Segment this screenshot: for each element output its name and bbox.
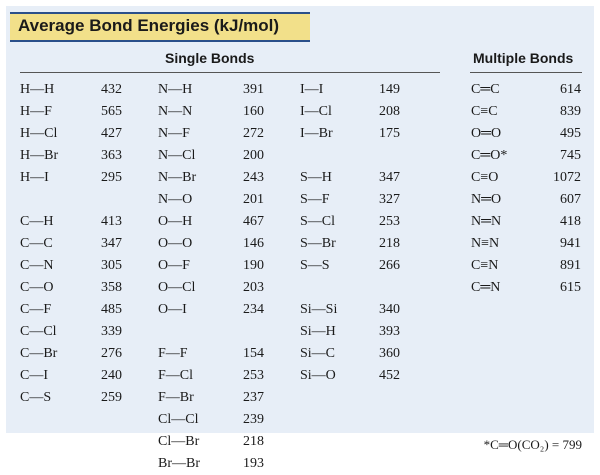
bond-energy-value: 276 [101,346,122,361]
bond-label: N—Cl [158,148,196,163]
bond-energy-value: 175 [379,126,400,141]
table-row [20,167,122,189]
bond-label: Si—H [300,324,336,339]
bond-label: F—F [158,346,188,361]
table-row [20,387,122,409]
bond-energy-value: 432 [101,82,122,97]
bond-label: O—Cl [158,280,196,295]
bond-energy-value: 467 [243,214,264,229]
table-row [471,277,581,299]
table-row [158,255,264,277]
table-row [20,321,122,343]
bond-energy-value: 363 [101,148,122,163]
table-row [300,123,400,145]
bond-energy-value: 272 [243,126,264,141]
bond-label: H—F [20,104,52,119]
single-bonds-heading: Single Bonds [165,50,255,66]
bond-energy-value: 190 [243,258,264,273]
table-row [20,211,122,233]
table-row [471,211,581,233]
bond-label: C═C [471,82,500,97]
bond-label: C—C [20,236,53,251]
bond-energy-value: 295 [101,170,122,185]
bond-energy-value: 146 [243,236,264,251]
table-row [471,167,581,189]
bond-energy-value: 427 [101,126,122,141]
bond-energy-value: 418 [560,214,581,229]
bond-label: C═N [471,280,501,295]
bond-energy-value: 160 [243,104,264,119]
bond-label: N≡N [471,236,500,251]
bond-label: C—H [20,214,54,229]
bond-energy-value: 1072 [553,170,581,185]
bond-label: S—S [300,258,330,273]
bond-label: I—Cl [300,104,332,119]
bond-energy-value: 208 [379,104,400,119]
bond-energy-value: 839 [560,104,581,119]
bond-energy-value: 452 [379,368,400,383]
bond-label: I—I [300,82,324,97]
table-row [20,365,122,387]
bond-energy-value: 259 [101,390,122,405]
bond-energy-value: 243 [243,170,264,185]
bond-energy-value: 340 [379,302,400,317]
bond-label: O—F [158,258,190,273]
bond-energy-value: 239 [243,412,264,427]
bond-energy-value: 200 [243,148,264,163]
table-row [471,79,581,101]
bond-energy-value: 203 [243,280,264,295]
table-row [158,387,264,409]
bond-label: Si—C [300,346,336,361]
table-row [158,123,264,145]
bond-label: H—H [20,82,55,97]
table-row [158,299,264,321]
bond-label: C—I [20,368,48,383]
bond-energy-value: 149 [379,82,400,97]
bond-label: C—F [20,302,52,317]
bond-label: C≡N [471,258,499,273]
bond-energy-value: 240 [101,368,122,383]
table-row [20,123,122,145]
table-row [20,277,122,299]
table-row [300,189,400,211]
bond-label: C═O* [471,148,508,163]
bond-label: O—O [158,236,193,251]
bond-energy-value: 339 [101,324,122,339]
bond-energy-value: 941 [560,236,581,251]
bond-label: N═N [471,214,502,229]
bond-label: C—Br [20,346,58,361]
bond-label: C≡C [471,104,498,119]
bond-label: F—Br [158,390,194,405]
bond-energy-value: 218 [243,434,264,449]
bond-label: O—H [158,214,193,229]
table-row [471,189,581,211]
bond-label: Cl—Br [158,434,200,449]
bond-energy-value: 360 [379,346,400,361]
bond-energy-value: 347 [379,170,400,185]
bond-energy-value: 193 [243,456,264,471]
bond-energy-value: 253 [379,214,400,229]
table-row [158,79,264,101]
table-row [20,233,122,255]
bond-energy-value: 358 [101,280,122,295]
bond-label: N—O [158,192,193,207]
bond-energy-value: 234 [243,302,264,317]
table-row [158,167,264,189]
bond-energy-value: 305 [101,258,122,273]
bond-label: C—N [20,258,54,273]
bond-label: C—O [20,280,54,295]
table-row [158,101,264,123]
multiple-bonds-heading: Multiple Bonds [473,50,574,66]
bond-energy-value: 413 [101,214,122,229]
single-bonds-rule [20,72,440,73]
bond-label: O═O [471,126,502,141]
table-row [471,255,581,277]
bond-label: O—I [158,302,187,317]
table-row [158,277,264,299]
bond-energy-value: 154 [243,346,264,361]
bond-label: N—H [158,82,193,97]
bond-energy-value: 237 [243,390,264,405]
table-row [300,233,400,255]
table-row [158,409,264,431]
table-row [300,255,400,277]
bond-label: C—Cl [20,324,57,339]
bond-label: H—Br [20,148,59,163]
table-row [20,79,122,101]
bond-label: N—N [158,104,193,119]
table-row [300,321,400,343]
bond-label: F—Cl [158,368,194,383]
bond-energy-value: 607 [560,192,581,207]
table-row [300,365,400,387]
bond-energy-value: 253 [243,368,264,383]
table-row [471,145,581,167]
bond-energy-value: 614 [560,82,581,97]
table-row [20,299,122,321]
table-row [20,343,122,365]
bond-label: S—Cl [300,214,336,229]
bond-label: C≡O [471,170,499,185]
table-row [158,145,264,167]
table-row [158,233,264,255]
bond-label: H—I [20,170,49,185]
bond-energy-value: 745 [560,148,581,163]
bond-label: Cl—Cl [158,412,199,427]
bond-label: C—S [20,390,52,405]
table-row [20,101,122,123]
table-row [471,101,581,123]
bond-label: S—Br [300,236,336,251]
bond-energy-value: 495 [560,126,581,141]
bond-energy-value: 266 [379,258,400,273]
bond-energy-value: 391 [243,82,264,97]
bond-label: H—Cl [20,126,58,141]
bond-energy-value: 218 [379,236,400,251]
table-title: Average Bond Energies (kJ/mol) [18,16,280,35]
table-row [300,167,400,189]
multiple-bonds-rule [470,72,582,73]
table-row [158,211,264,233]
bond-energy-value: 347 [101,236,122,251]
table-row [300,101,400,123]
bond-label: Si—Si [300,302,338,317]
table-row [300,79,400,101]
bond-label: N—F [158,126,190,141]
bond-energy-value: 327 [379,192,400,207]
bond-label: Br—Br [158,456,200,471]
table-row [300,343,400,365]
table-row [158,431,264,453]
table-row [300,299,400,321]
bond-energy-value: 393 [379,324,400,339]
table-row [471,123,581,145]
table-row [20,145,122,167]
bond-label: S—F [300,192,330,207]
table-row [158,365,264,387]
bond-energy-value: 565 [101,104,122,119]
bond-label: S—H [300,170,332,185]
bond-energy-value: 201 [243,192,264,207]
bond-label: N═O [471,192,502,207]
bond-label: N—Br [158,170,197,185]
table-row [158,189,264,211]
bond-energy-value: 891 [560,258,581,273]
table-row [158,453,264,475]
table-row [158,343,264,365]
table-row [20,255,122,277]
bond-energy-value: 485 [101,302,122,317]
table-row [300,211,400,233]
footnote: *C═O(CO₂) = 799 [483,437,582,452]
table-row [471,233,581,255]
bond-energy-value: 615 [560,280,581,295]
bond-label: Si—O [300,368,336,383]
bond-label: I—Br [300,126,333,141]
